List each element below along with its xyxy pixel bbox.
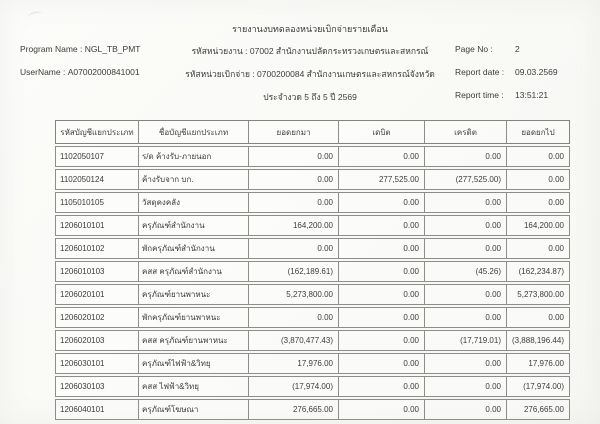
account-name-cell: วัสดุคงคลัง [138,193,248,212]
table-row [55,215,570,236]
debit-cell: 0.00 [338,285,424,304]
table-body [55,146,570,420]
balance-carried-forward-cell: 0.00 [506,308,569,327]
col-header-credit: เครดิต [424,121,506,143]
debit-cell: 0.00 [338,193,424,212]
debit-cell: 0.00 [338,262,424,281]
table-row [55,146,570,167]
balance-brought-forward-cell: 0.00 [248,147,338,166]
balance-carried-forward-cell: (162,234.87) [506,262,569,281]
debit-cell: 0.00 [338,308,424,327]
debit-cell: 0.00 [338,354,424,373]
account-code-cell: 1206020103 [60,336,105,345]
username-value: A07002000841001 [67,67,140,77]
col-header-balance-carried-forward: ยอดยกไป [506,121,569,143]
balance-carried-forward-cell: 5,273,800.00 [506,285,569,304]
table-row [55,169,570,190]
credit-cell: 0.00 [424,400,506,419]
credit-cell: 0.00 [424,193,506,212]
credit-cell: 0.00 [424,216,506,235]
debit-cell: 0.00 [338,377,424,396]
col-header-account-code: รหัสบัญชีแยกประเภท [60,127,134,137]
balance-carried-forward-cell: 0.00 [506,170,569,189]
table-row [55,192,570,213]
page-no [455,44,520,54]
account-name-cell: ครุภัณฑ์ไฟฟ้า&วิทยุ [138,354,248,373]
col-header-account-name: ชื่อบัญชีแยกประเภท [138,121,248,143]
account-code-cell: 1206020101 [60,290,105,299]
account-code-cell: 1206010102 [60,244,105,253]
balance-carried-forward-cell: 164,200.00 [506,216,569,235]
program-name-value: NGL_TB_PMT [84,44,141,54]
account-code-cell: 1102050124 [60,175,104,184]
table-header-row [55,120,570,144]
balance-brought-forward-cell: (3,870,477.43) [248,331,338,350]
credit-cell: 0.00 [424,239,506,258]
balance-brought-forward-cell: 0.00 [248,239,338,258]
disbursing-unit-line: รหัสหน่วยเบิกจ่าย : 0700200084 สำนักงานเกษตรและสหกรณ์จังหวัด [185,69,435,79]
balance-brought-forward-cell: 5,273,800.00 [248,285,338,304]
credit-cell: (277,525.00) [424,170,506,189]
account-code-cell: 1206030103 [60,382,105,391]
program-name-label: Program Name : [20,44,83,54]
report-time-value: 13:51:21 [515,90,549,100]
balance-brought-forward-cell: 276,665.00 [248,400,338,419]
account-code-cell: 1206010101 [60,221,105,230]
credit-cell: 0.00 [424,285,506,304]
account-name-cell: พักครุภัณฑ์สำนักงาน [138,239,248,258]
report-date-label: Report date : [455,67,505,77]
account-name-cell: คสส ครุภัณฑ์สำนักงาน [138,262,248,281]
credit-cell: 0.00 [424,308,506,327]
agency-code-line: รหัสหน่วยงาน : 07002 สำนักงานปลัดกระทรวงเกษตรและสหกรณ์ [191,46,429,56]
debit-cell: 0.00 [338,147,424,166]
report-date-value: 09.03.2569 [515,67,558,77]
table-row [55,376,570,397]
program-name [20,44,140,54]
debit-cell: 0.00 [338,331,424,350]
balance-carried-forward-cell: 17,976.00 [506,354,569,373]
table-row [55,353,570,374]
period-line: ประจำงวด 5 ถึง 5 ปี 2569 [263,92,357,102]
table-row [55,307,570,328]
username-label: UserName : [20,67,66,77]
account-code-cell: 1206020102 [60,313,105,322]
table-row [55,284,570,305]
debit-cell: 0.00 [338,400,424,419]
account-name-cell: ครุภัณฑ์ยานพาหนะ [138,285,248,304]
table-row [55,330,570,351]
report-title: รายงานงบทดลองหน่วยเบิกจ่ายรายเดือน [232,24,388,34]
debit-cell: 277,525.00 [338,170,424,189]
table-row [55,399,570,420]
account-name-cell: ค้างรับจาก บก. [138,170,248,189]
balance-brought-forward-cell: (162,189.61) [248,262,338,281]
account-code-cell: 1206030101 [60,359,105,368]
balance-carried-forward-cell: 0.00 [506,147,569,166]
balance-brought-forward-cell: (17,974.00) [248,377,338,396]
account-code-cell: 1206040101 [60,405,105,414]
report-date [455,67,558,77]
col-header-balance-brought-forward: ยอดยกมา [248,121,338,143]
credit-cell: 0.00 [424,147,506,166]
credit-cell: 0.00 [424,354,506,373]
page-no-label: Page No : [455,44,493,54]
balance-carried-forward-cell: 0.00 [506,193,569,212]
account-name-cell: คสส ครุภัณฑ์ยานพาหนะ [138,331,248,350]
balance-brought-forward-cell: 164,200.00 [248,216,338,235]
report-time [455,90,548,100]
balance-brought-forward-cell: 17,976.00 [248,354,338,373]
col-header-debit: เดบิต [338,121,424,143]
account-code-cell: 1102050107 [60,152,104,161]
debit-cell: 0.00 [338,239,424,258]
trial-balance-table [55,120,570,420]
balance-brought-forward-cell: 0.00 [248,308,338,327]
credit-cell: (45.26) [424,262,506,281]
account-name-cell: พักครุภัณฑ์ยานพาหนะ [138,308,248,327]
account-name-cell: ครุภัณฑ์สำนักงาน [138,216,248,235]
table-row [55,238,570,259]
credit-cell: (17,719.01) [424,331,506,350]
account-name-cell: คสส ไฟฟ้า&วิทยุ [138,377,248,396]
balance-brought-forward-cell: 0.00 [248,193,338,212]
balance-carried-forward-cell: 0.00 [506,239,569,258]
account-code-cell: 1105010105 [60,198,104,207]
scan-artifact [27,11,43,23]
account-name-cell: ร/ด ค้างรับ-ภายนอก [138,147,248,166]
table-row [55,261,570,282]
account-name-cell: ครุภัณฑ์โฆษณา [138,400,248,419]
debit-cell: 0.00 [338,216,424,235]
balance-carried-forward-cell: (17,974.00) [506,377,569,396]
balance-carried-forward-cell: 276,665.00 [506,400,569,419]
page-no-value: 2 [515,44,520,54]
account-code-cell: 1206010103 [60,267,105,276]
balance-carried-forward-cell: (3,888,196.44) [506,331,569,350]
report-time-label: Report time : [455,90,504,100]
username [20,67,140,77]
balance-brought-forward-cell: 0.00 [248,170,338,189]
credit-cell: 0.00 [424,377,506,396]
